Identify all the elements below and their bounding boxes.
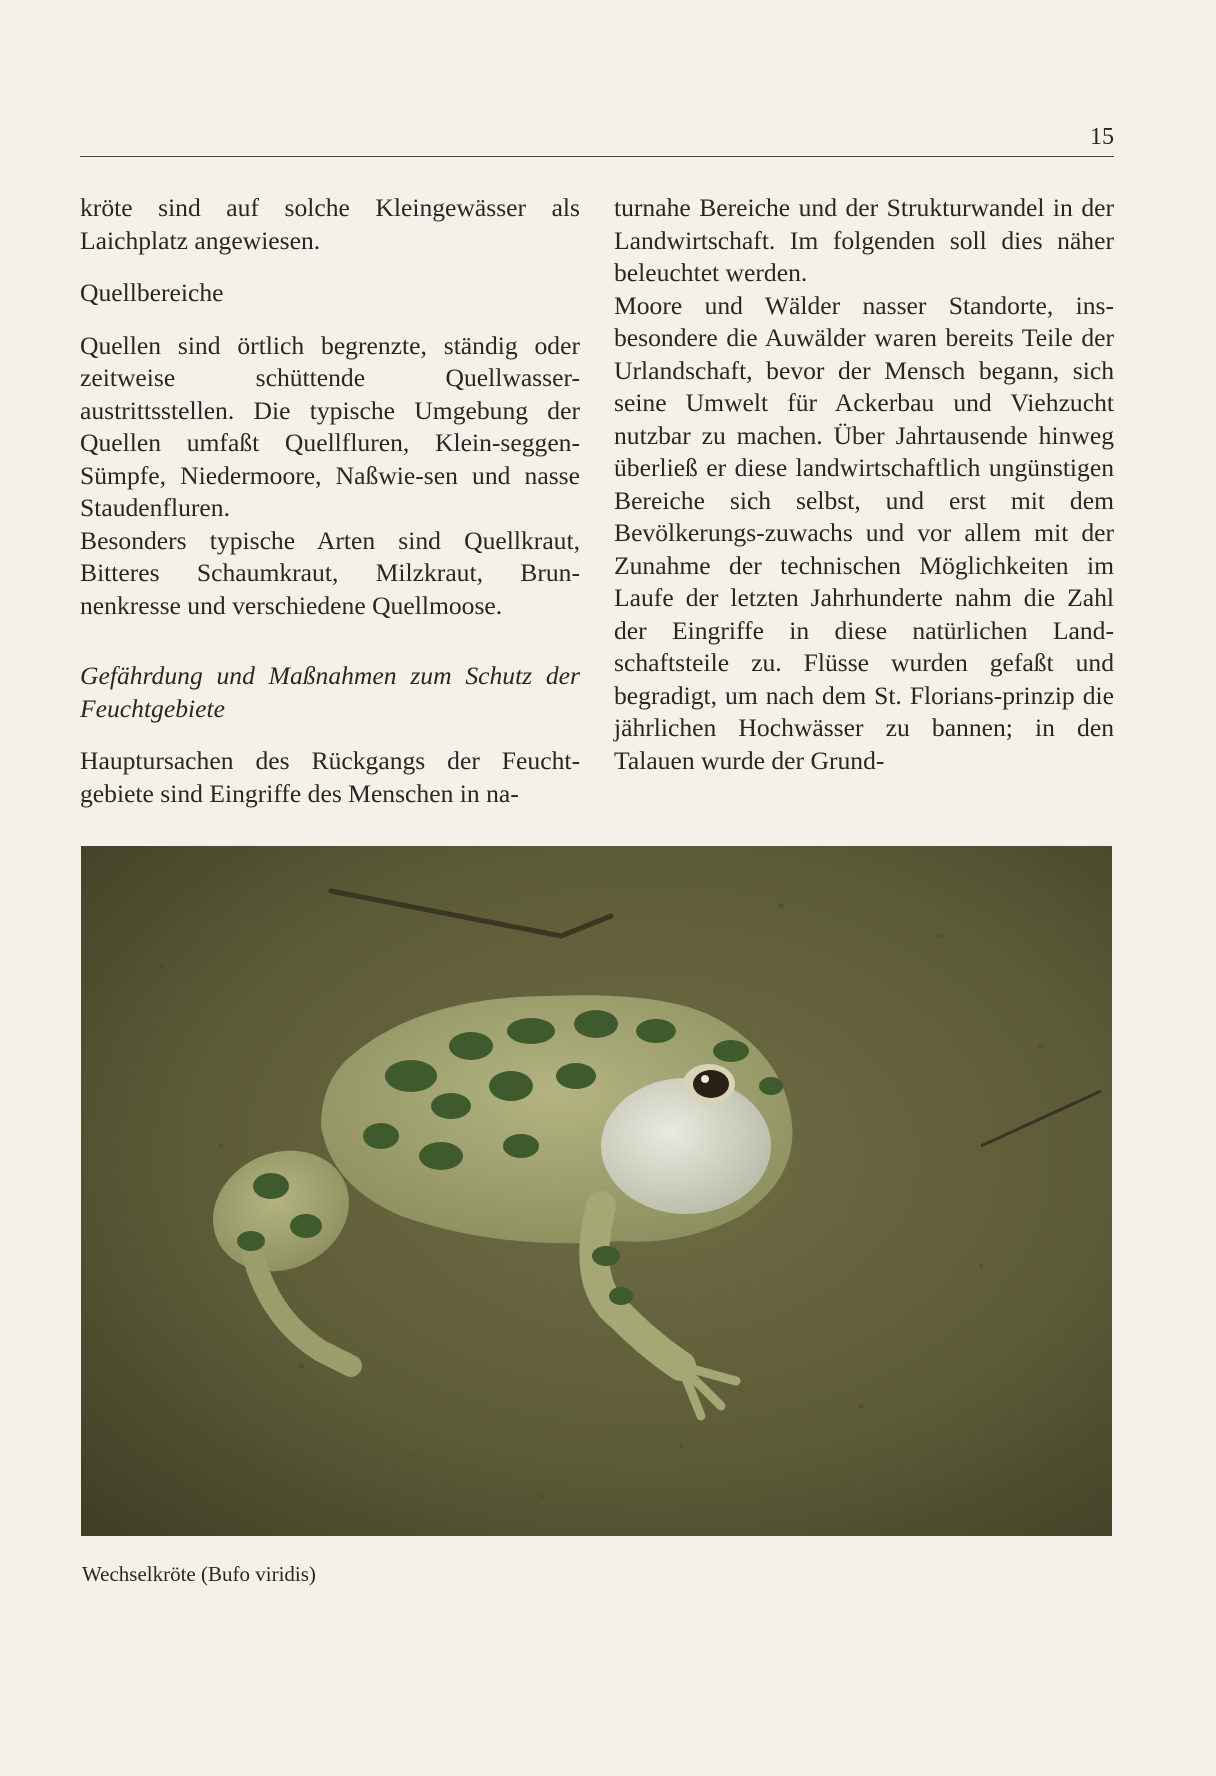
right-paragraph-1: turnahe Bereiche und der Strukturwandel in der Landwirtschaft. Im folgenden soll dies näher beleuchtet werden. [614,193,1114,287]
figure-caption: Wechselkröte (Bufo viridis) [82,1562,316,1586]
left-paragraph-2: Quellen sind örtlich begrenzte, ständig oder zeitweise schüttende Quellwasser-austrittsstellen. Die typische Umgebung der Quellen umfaßt Quellfluren, Klein-seggen-Sümpfe, Niedermoore, Naßwie-sen und nasse Staudenfluren. [80,330,580,522]
left-column [80,192,580,810]
heading-quellbereiche: Quellbereiche [80,278,224,307]
toad-photo [81,846,1112,1536]
heading-gefaehrdung: Gefährdung und Maßnahmen zum Schutz der Feuchtgebiete [80,661,580,723]
left-paragraph-1: kröte sind auf solche Kleingewässer als Laichplatz angewiesen. [80,193,580,255]
right-column [614,192,1114,777]
right-paragraph-2: Moore und Wälder nasser Standorte, ins-besondere die Auwälder waren bereits Teile der Urlandschaft, bevor der Mensch begann, sich seine Umwelt für Ackerbau und Viehzucht nutzbar zu machen. Über Jahrtausende hinweg überließ er diese landwirtschaftlich ungünstigen Bereiche sich selbst, und erst mit dem Bevölkerungs-zuwachs und vor allem mit der Zunahme der technischen Möglichkeiten im Laufe der letzten Jahrhunderte nahm die Zahl der Eingriffe in diese natürlichen Land-schaftsteile zu. Flüsse wurden gefaßt und begradigt, um nach dem St. Florians-prinzip die jährlichen Hochwässer zu bannen; in den Talauen wurde der Grund- [614,290,1114,775]
left-paragraph-4: Hauptursachen des Rückgangs der Feucht-gebiete sind Eingriffe des Menschen in na- [80,746,580,808]
page-number: 15 [1090,124,1114,150]
left-paragraph-3: Besonders typische Arten sind Quellkraut, Bitteres Schaumkraut, Milzkraut, Brun-nenkresse und verschiedene Quellmoose. [80,525,580,620]
header-rule [80,156,1114,157]
